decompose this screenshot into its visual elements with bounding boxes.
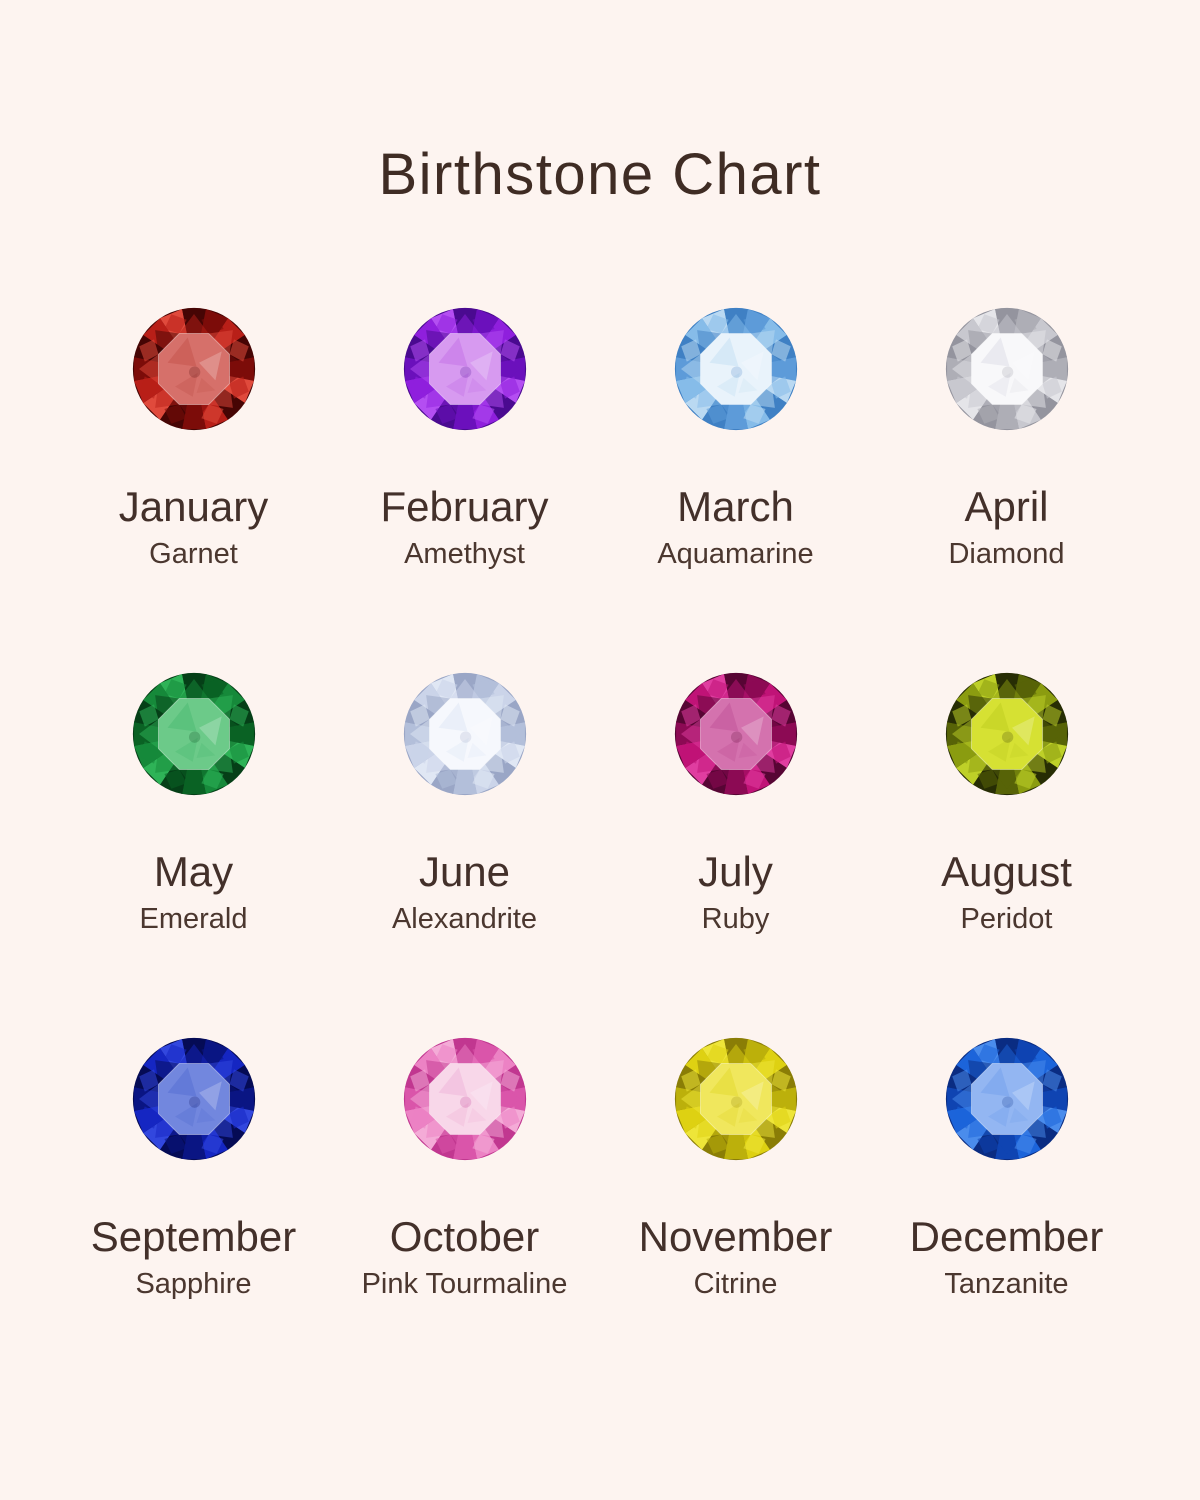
month-label: June <box>418 848 511 896</box>
ruby-gem-icon <box>673 671 799 797</box>
gem-culet <box>1001 366 1012 377</box>
birthstone-cell-december <box>871 1036 1142 1301</box>
tanzanite-gem-icon <box>944 1036 1070 1162</box>
alexandrite-gem-icon <box>402 671 528 797</box>
stone-label: Peridot <box>960 903 1053 936</box>
emerald-gem-icon <box>131 671 257 797</box>
stone-label: Alexandrite <box>391 903 538 936</box>
gem-culet <box>459 366 470 377</box>
gem-culet <box>730 366 741 377</box>
gem-culet <box>459 732 470 743</box>
citrine-gem-icon <box>673 1036 799 1162</box>
gem-culet <box>730 1097 741 1108</box>
page-title: Birthstone Chart <box>378 142 822 207</box>
peridot-gem-icon <box>944 671 1070 797</box>
aquamarine-gem-icon <box>673 306 799 432</box>
month-label: March <box>677 483 794 530</box>
birthstone-cell-february <box>329 306 600 571</box>
garnet-gem-icon <box>131 306 257 432</box>
stone-label: Garnet <box>149 538 238 571</box>
month-label: November <box>638 1213 833 1261</box>
birthstone-cell-september <box>58 1036 329 1301</box>
birthstone-cell-november <box>600 1036 871 1301</box>
amethyst-gem-icon <box>402 306 528 432</box>
stone-label: Diamond <box>948 538 1065 571</box>
month-label: January <box>118 483 269 530</box>
birthstone-grid <box>58 306 1142 1301</box>
month-label: September <box>90 1213 297 1261</box>
gem-culet <box>730 732 741 743</box>
gem-culet <box>188 366 199 377</box>
stone-label: Citrine <box>693 1268 778 1301</box>
month-label: July <box>698 848 773 896</box>
month-label: August <box>941 848 1072 896</box>
diamond-gem-icon <box>944 306 1070 432</box>
gem-culet <box>188 732 199 743</box>
gem-culet <box>1001 1097 1012 1108</box>
month-label: May <box>153 848 234 896</box>
birthstone-cell-january <box>58 306 329 571</box>
stone-label: Aquamarine <box>657 538 814 571</box>
birthstone-cell-april <box>871 306 1142 571</box>
gem-culet <box>1001 732 1012 743</box>
birthstone-cell-october <box>329 1036 600 1301</box>
sapphire-gem-icon <box>131 1036 257 1162</box>
stone-label: Pink Tourmaline <box>361 1268 568 1301</box>
birthstone-cell-july <box>600 671 871 936</box>
birthstone-cell-june <box>329 671 600 936</box>
stone-label: Tanzanite <box>944 1268 1069 1301</box>
pink-tourmaline-gem-icon <box>402 1036 528 1162</box>
stone-label: Ruby <box>701 903 770 936</box>
month-label: April <box>964 483 1049 530</box>
month-label: February <box>380 483 549 530</box>
birthstone-cell-march <box>600 306 871 571</box>
stone-label: Sapphire <box>135 1268 252 1301</box>
gem-culet <box>459 1097 470 1108</box>
gem-culet <box>188 1097 199 1108</box>
birthstone-cell-august <box>871 671 1142 936</box>
month-label: October <box>389 1213 540 1261</box>
birthstone-cell-may <box>58 671 329 936</box>
month-label: December <box>909 1213 1104 1261</box>
stone-label: Emerald <box>139 903 248 936</box>
stone-label: Amethyst <box>404 538 525 571</box>
